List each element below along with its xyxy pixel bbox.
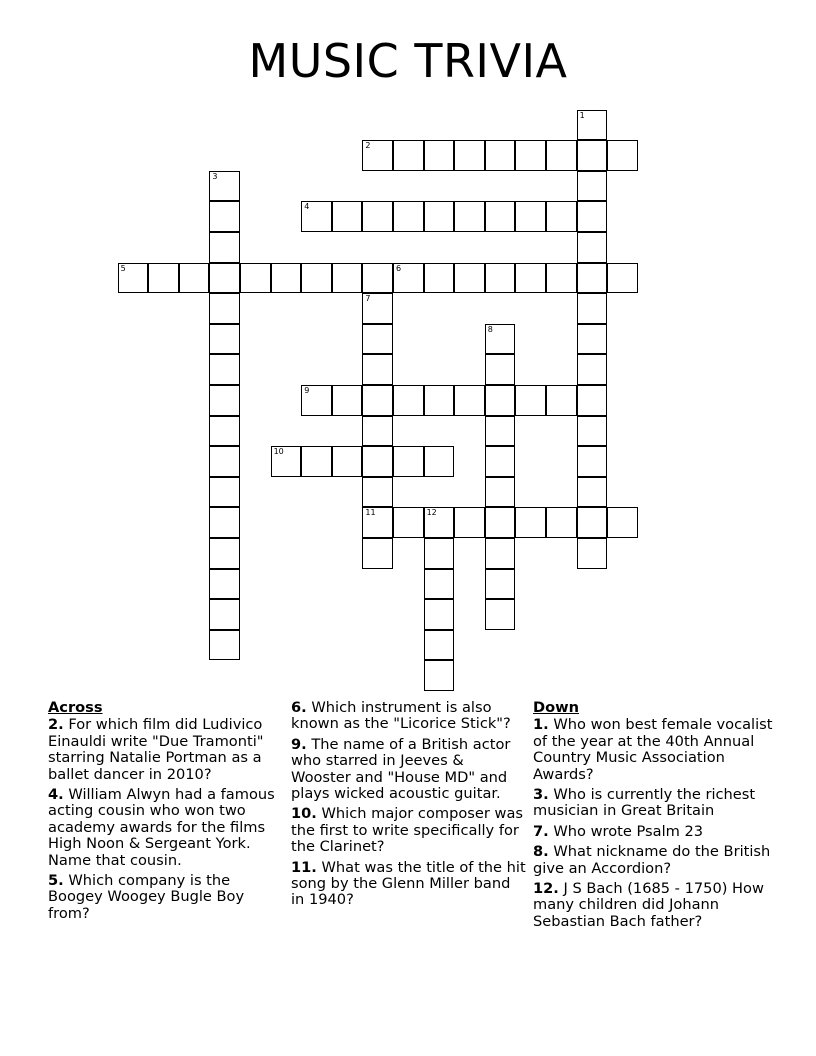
grid-cell[interactable] [362,507,393,538]
clue-text: For which film did Ludivico Einauldi write "Due Tramonti" starring Natalie Portman as a ballet dancer in 2010? [48,716,264,783]
grid-cell[interactable] [362,446,393,477]
grid-cell[interactable] [209,477,240,508]
grid-cell[interactable] [118,263,149,294]
grid-cell[interactable] [240,263,271,294]
grid-cell[interactable] [362,477,393,508]
puzzle-title: MUSIC TRIVIA [248,34,568,88]
grid-cell[interactable] [485,446,516,477]
grid-cell[interactable] [577,477,608,508]
grid-cell[interactable] [393,201,424,232]
grid-cell[interactable] [485,599,516,630]
grid-cell[interactable] [424,446,455,477]
grid-cell[interactable] [515,385,546,416]
grid-cell[interactable] [485,538,516,569]
clue-text: William Alwyn had a famous acting cousin who won two academy awards for the films High Noon & Sergeant York. Name that cousin. [48,786,275,869]
grid-cell[interactable] [209,385,240,416]
down-heading: Down [533,699,580,716]
grid-cell[interactable] [362,293,393,324]
grid-cell[interactable] [362,416,393,447]
grid-cell[interactable] [209,416,240,447]
grid-cell[interactable] [577,201,608,232]
grid-cell[interactable] [301,385,332,416]
grid-cell[interactable] [362,140,393,171]
grid-cell[interactable] [577,110,608,141]
clue-text: What nickname do the British give an Accordion? [533,843,771,877]
clue-down-7 [533,824,773,840]
grid-cell[interactable] [485,385,516,416]
grid-cell[interactable] [607,507,638,538]
grid-cell[interactable] [209,171,240,202]
grid-cell[interactable] [393,446,424,477]
grid-cell[interactable] [546,140,577,171]
grid-cell[interactable] [515,507,546,538]
grid-cell[interactable] [577,232,608,263]
grid-cell[interactable] [209,507,240,538]
grid-cell[interactable] [393,385,424,416]
grid-cell[interactable] [209,630,240,661]
cell-number: 4 [304,202,310,212]
grid-cell[interactable] [454,201,485,232]
clue-number: 11. [291,858,317,876]
grid-cell[interactable] [424,569,455,600]
clue-number: 9. [291,735,307,753]
grid-cell[interactable] [332,446,363,477]
grid-cell[interactable] [607,140,638,171]
grid-cell[interactable] [301,201,332,232]
grid-cell[interactable] [607,263,638,294]
grid-cell[interactable] [393,140,424,171]
clue-across-4 [48,787,286,869]
clue-text: The name of a British actor who starred in Jeeves & Wooster and "House MD" and plays wicked acoustic guitar. [291,735,511,803]
grid-cell[interactable] [515,140,546,171]
across-heading: Across [48,699,103,716]
grid-cell[interactable] [393,263,424,294]
grid-cell[interactable] [424,140,455,171]
clue-number: 5. [48,872,64,890]
grid-cell[interactable] [362,385,393,416]
clue-text: J S Bach (1685 - 1750) How many children did Johann Sebastian Bach father? [533,880,764,930]
clue-across-6 [291,700,527,733]
clue-number: 2. [48,716,64,734]
grid-cell[interactable] [362,263,393,294]
cell-number: 12 [426,508,437,518]
grid-cell[interactable] [362,324,393,355]
clue-across-11 [291,860,527,909]
clue-down-8 [533,844,773,877]
clue-text: Which instrument is also known as the "Licorice Stick"? [291,699,511,733]
grid-cell[interactable] [209,201,240,232]
clues-column-3 [533,700,773,934]
cell-number: 11 [365,508,376,518]
cell-number: 8 [487,324,493,334]
clues-column-1 [48,700,286,926]
grid-cell[interactable] [424,599,455,630]
grid-cell[interactable] [424,538,455,569]
grid-cell[interactable] [454,263,485,294]
grid-cell[interactable] [209,263,240,294]
grid-cell[interactable] [577,446,608,477]
grid-cell[interactable] [577,538,608,569]
clue-number: 4. [48,786,64,804]
grid-cell[interactable] [515,263,546,294]
grid-cell[interactable] [546,507,577,538]
grid-cell[interactable] [485,140,516,171]
grid-cell[interactable] [485,263,516,294]
grid-cell[interactable] [271,446,302,477]
grid-cell[interactable] [332,385,363,416]
clue-number: 3. [533,786,549,804]
grid-cell[interactable] [577,140,608,171]
grid-cell[interactable] [546,201,577,232]
grid-cell[interactable] [209,569,240,600]
grid-cell[interactable] [301,446,332,477]
clue-text: Who wrote Psalm 23 [553,822,704,840]
clue-text: Who is currently the richest musician in Great Britain [533,786,756,820]
grid-cell[interactable] [577,293,608,324]
clue-down-3 [533,787,773,820]
grid-cell[interactable] [148,263,179,294]
grid-cell[interactable] [209,538,240,569]
grid-cell[interactable] [209,232,240,263]
cell-number: 1 [579,110,585,120]
grid-cell[interactable] [577,324,608,355]
clues-column-2 [291,700,527,913]
clue-number: 1. [533,716,549,734]
cell-number: 9 [304,386,310,395]
clue-text: Who won best female vocalist of the year at the 40th Annual Country Music Association Awards? [533,716,773,783]
clue-across-9 [291,737,527,803]
grid-cell[interactable] [577,416,608,447]
grid-cell[interactable] [424,507,455,538]
clue-number: 10. [291,805,317,823]
cell-number: 6 [396,263,402,273]
grid-cell[interactable] [454,140,485,171]
grid-cell[interactable] [332,263,363,294]
grid-cell[interactable] [485,507,516,538]
grid-cell[interactable] [424,385,455,416]
clue-number: 12. [533,880,559,898]
grid-cell[interactable] [454,385,485,416]
grid-cell[interactable] [546,385,577,416]
grid-cell[interactable] [179,263,210,294]
clue-down-1 [533,717,773,783]
grid-cell[interactable] [271,263,302,294]
grid-cell[interactable] [577,263,608,294]
clue-across-5 [48,873,286,922]
grid-cell[interactable] [577,354,608,385]
grid-cell[interactable] [515,201,546,232]
grid-cell[interactable] [393,507,424,538]
grid-cell[interactable] [454,507,485,538]
cell-number: 10 [273,447,284,457]
grid-cell[interactable] [209,324,240,355]
clue-down-12 [533,881,773,930]
clue-number: 8. [533,843,549,861]
grid-cell[interactable] [209,354,240,385]
clue-number: 7. [533,822,549,840]
grid-cell[interactable] [424,201,455,232]
grid-cell[interactable] [485,324,516,355]
grid-cell[interactable] [485,569,516,600]
grid-cell[interactable] [577,507,608,538]
grid-cell[interactable] [209,446,240,477]
grid-cell[interactable] [577,171,608,202]
grid-cell[interactable] [485,477,516,508]
grid-cell[interactable] [485,354,516,385]
grid-cell[interactable] [362,354,393,385]
clue-text: What was the title of the hit song by the Glenn Miller band in 1940? [291,858,526,909]
grid-cell[interactable] [362,201,393,232]
grid-cell[interactable] [546,263,577,294]
grid-cell[interactable] [577,385,608,416]
clue-across-10 [291,806,527,855]
clue-text: Which company is the Boogey Woogey Bugle Boy from? [48,872,245,922]
cell-number: 7 [365,294,371,304]
cell-number: 5 [120,263,126,273]
grid-cell[interactable] [332,201,363,232]
grid-cell[interactable] [362,538,393,569]
grid-cell[interactable] [485,201,516,232]
clue-number: 6. [291,699,307,716]
grid-cell[interactable] [424,263,455,294]
cell-number: 3 [212,171,218,181]
grid-cell[interactable] [424,630,455,661]
grid-cell[interactable] [301,263,332,294]
grid-cell[interactable] [209,293,240,324]
grid-cell[interactable] [424,660,455,691]
cell-number: 2 [365,141,371,151]
clue-text: Which major composer was the first to write specifically for the Clarinet? [291,805,523,856]
clue-across-2 [48,717,286,783]
grid-cell[interactable] [209,599,240,630]
grid-cell[interactable] [485,416,516,447]
